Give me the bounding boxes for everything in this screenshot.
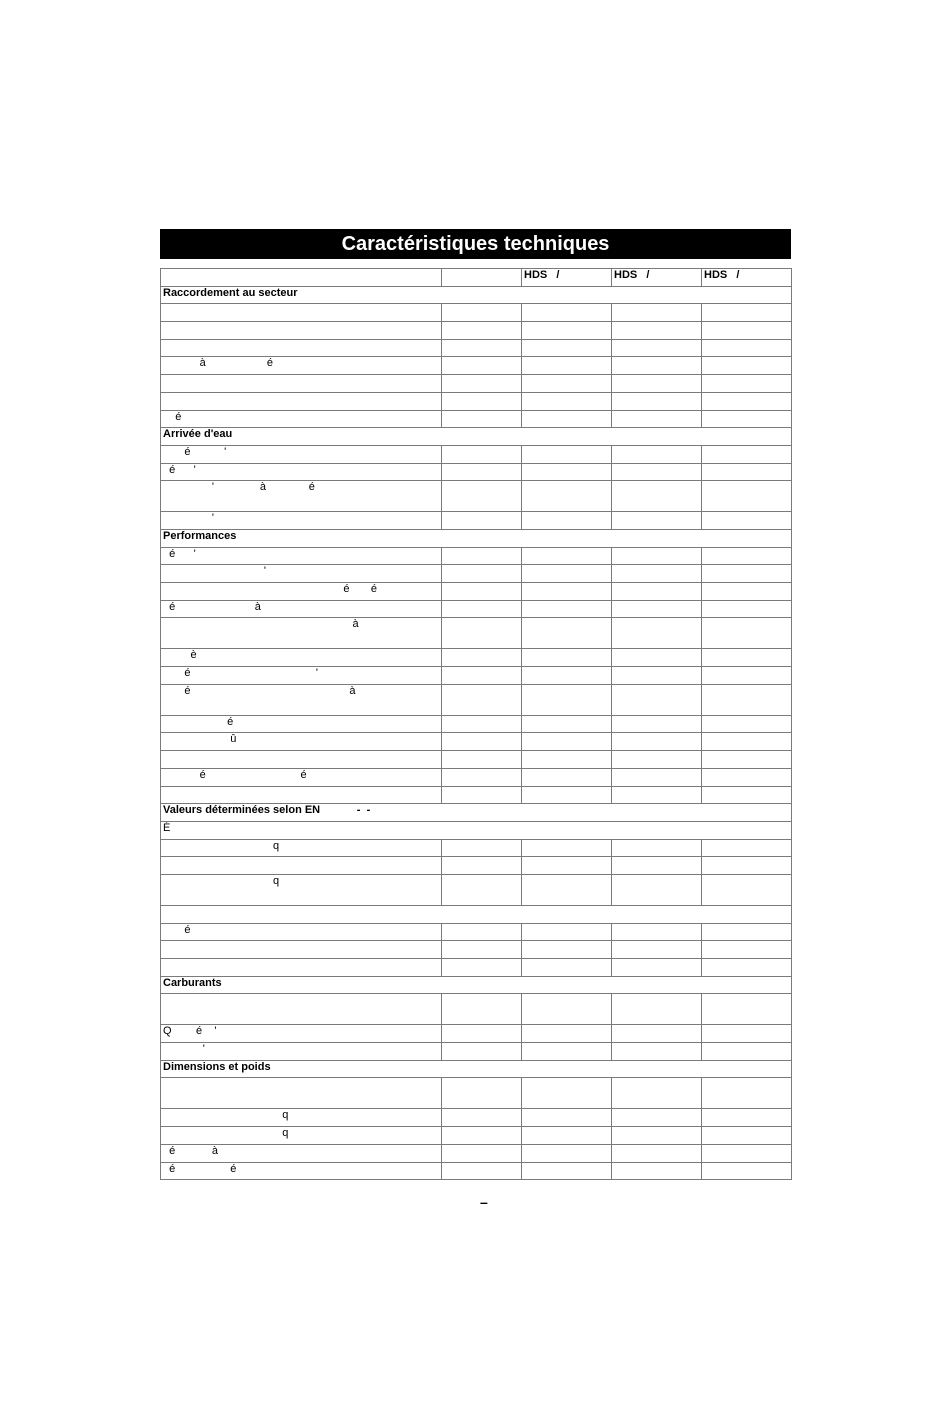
value-cell (522, 304, 612, 322)
table-row (161, 410, 792, 428)
value-cell (522, 339, 612, 357)
row-label (161, 1078, 442, 1109)
value-cell (442, 649, 522, 667)
value-cell (442, 1162, 522, 1180)
value-cell (702, 874, 792, 905)
table-row (161, 375, 792, 393)
value-cell (522, 392, 612, 410)
column-header (442, 269, 522, 287)
table-row (161, 583, 792, 601)
value-cell (442, 481, 522, 512)
value-cell (442, 410, 522, 428)
column-header: HDS / (702, 269, 792, 287)
section-label: Arrivée d'eau (161, 428, 792, 446)
spec-table (160, 268, 792, 1180)
value-cell (522, 959, 612, 977)
value-cell (522, 463, 612, 481)
row-label: è (161, 649, 442, 667)
value-cell (522, 375, 612, 393)
value-cell (442, 1078, 522, 1109)
table-row (161, 1078, 792, 1109)
value-cell (522, 684, 612, 715)
value-cell (522, 649, 612, 667)
table-row (161, 839, 792, 857)
row-label: é (161, 923, 442, 941)
row-label: q (161, 839, 442, 857)
value-cell (612, 667, 702, 685)
value-cell (702, 547, 792, 565)
value-cell (442, 1127, 522, 1145)
table-row (161, 1127, 792, 1145)
value-cell (702, 1144, 792, 1162)
row-label (161, 322, 442, 340)
table-row (161, 565, 792, 583)
value-cell (522, 1078, 612, 1109)
value-cell (612, 649, 702, 667)
value-cell (612, 959, 702, 977)
value-cell (702, 941, 792, 959)
value-cell (612, 1025, 702, 1043)
row-label (161, 786, 442, 804)
value-cell (702, 463, 792, 481)
value-cell (612, 839, 702, 857)
value-cell (522, 857, 612, 875)
value-cell (702, 512, 792, 530)
value-cell (522, 618, 612, 649)
table-row (161, 392, 792, 410)
table-row (161, 1162, 792, 1180)
value-cell (702, 923, 792, 941)
value-cell (442, 941, 522, 959)
table-row (161, 445, 792, 463)
value-cell (442, 1144, 522, 1162)
value-cell (442, 786, 522, 804)
value-cell (522, 786, 612, 804)
value-cell (612, 322, 702, 340)
value-cell (702, 959, 792, 977)
value-cell (702, 1162, 792, 1180)
row-label: Q é ' (161, 1025, 442, 1043)
section-label (161, 905, 792, 923)
value-cell (702, 733, 792, 751)
value-cell (522, 357, 612, 375)
value-cell (522, 445, 612, 463)
value-cell (522, 1025, 612, 1043)
table-row (161, 923, 792, 941)
value-cell (612, 1109, 702, 1127)
row-label: û (161, 733, 442, 751)
value-cell (522, 583, 612, 601)
value-cell (522, 1109, 612, 1127)
value-cell (442, 583, 522, 601)
table-row (161, 512, 792, 530)
section-header-row (161, 529, 792, 547)
table-row (161, 768, 792, 786)
table-row (161, 786, 792, 804)
section-header-row (161, 905, 792, 923)
section-header-row (161, 428, 792, 446)
row-label: à (161, 618, 442, 649)
table-row (161, 600, 792, 618)
value-cell (442, 715, 522, 733)
value-cell (612, 600, 702, 618)
value-cell (612, 1144, 702, 1162)
value-cell (612, 392, 702, 410)
table-row (161, 547, 792, 565)
row-label (161, 339, 442, 357)
value-cell (702, 375, 792, 393)
value-cell (702, 392, 792, 410)
column-header: HDS / (612, 269, 702, 287)
value-cell (522, 512, 612, 530)
row-label: é (161, 410, 442, 428)
value-cell (442, 322, 522, 340)
value-cell (612, 941, 702, 959)
value-cell (442, 1109, 522, 1127)
value-cell (522, 874, 612, 905)
table-row (161, 959, 792, 977)
section-label: Raccordement au secteur (161, 286, 792, 304)
table-row (161, 1043, 792, 1061)
table-row (161, 667, 792, 685)
value-cell (442, 684, 522, 715)
row-label: é à (161, 600, 442, 618)
value-cell (442, 1025, 522, 1043)
value-cell (442, 512, 522, 530)
table-header-row (161, 269, 792, 287)
value-cell (442, 463, 522, 481)
row-label (161, 941, 442, 959)
value-cell (612, 304, 702, 322)
section-label: Performances (161, 529, 792, 547)
value-cell (522, 994, 612, 1025)
value-cell (442, 857, 522, 875)
value-cell (522, 1043, 612, 1061)
value-cell (442, 733, 522, 751)
section-label: Dimensions et poids (161, 1060, 792, 1078)
value-cell (442, 339, 522, 357)
value-cell (702, 445, 792, 463)
value-cell (702, 649, 792, 667)
table-row (161, 715, 792, 733)
value-cell (612, 1078, 702, 1109)
section-label: Carburants (161, 976, 792, 994)
value-cell (702, 410, 792, 428)
section-header-row (161, 804, 792, 822)
row-label: é ' (161, 463, 442, 481)
value-cell (522, 565, 612, 583)
table-row (161, 463, 792, 481)
table-row (161, 1025, 792, 1043)
value-cell (612, 857, 702, 875)
table-row (161, 994, 792, 1025)
table-row (161, 733, 792, 751)
table-row (161, 322, 792, 340)
value-cell (612, 565, 702, 583)
row-label: é é (161, 768, 442, 786)
value-cell (612, 481, 702, 512)
value-cell (702, 583, 792, 601)
value-cell (612, 547, 702, 565)
value-cell (442, 375, 522, 393)
value-cell (612, 684, 702, 715)
value-cell (702, 994, 792, 1025)
row-label (161, 857, 442, 875)
value-cell (702, 667, 792, 685)
row-label: é é (161, 583, 442, 601)
table-row (161, 1144, 792, 1162)
value-cell (702, 751, 792, 769)
value-cell (442, 768, 522, 786)
row-label (161, 959, 442, 977)
value-cell (702, 481, 792, 512)
value-cell (612, 1043, 702, 1061)
value-cell (522, 410, 612, 428)
page-number: – (480, 1194, 488, 1210)
row-label: q (161, 1127, 442, 1145)
row-label: ' (161, 1043, 442, 1061)
value-cell (522, 1144, 612, 1162)
value-cell (612, 1162, 702, 1180)
row-label: é (161, 715, 442, 733)
value-cell (702, 357, 792, 375)
section-label: Valeurs déterminées selon EN - - (161, 804, 792, 822)
value-cell (522, 733, 612, 751)
column-header (161, 269, 442, 287)
value-cell (612, 463, 702, 481)
value-cell (612, 512, 702, 530)
value-cell (442, 1043, 522, 1061)
value-cell (612, 923, 702, 941)
table-row (161, 941, 792, 959)
value-cell (702, 768, 792, 786)
value-cell (522, 481, 612, 512)
value-cell (702, 322, 792, 340)
value-cell (702, 304, 792, 322)
value-cell (442, 959, 522, 977)
value-cell (702, 1025, 792, 1043)
table-row (161, 618, 792, 649)
value-cell (522, 768, 612, 786)
value-cell (702, 565, 792, 583)
value-cell (612, 786, 702, 804)
value-cell (702, 1078, 792, 1109)
value-cell (702, 684, 792, 715)
value-cell (522, 941, 612, 959)
value-cell (522, 547, 612, 565)
row-label: ' (161, 565, 442, 583)
value-cell (702, 1109, 792, 1127)
value-cell (612, 410, 702, 428)
row-label (161, 375, 442, 393)
section-header-row (161, 286, 792, 304)
table-row (161, 357, 792, 375)
row-label: é ' (161, 445, 442, 463)
value-cell (442, 304, 522, 322)
value-cell (612, 751, 702, 769)
table-row (161, 874, 792, 905)
value-cell (612, 583, 702, 601)
value-cell (702, 1127, 792, 1145)
value-cell (442, 923, 522, 941)
value-cell (612, 375, 702, 393)
row-label: é ' (161, 547, 442, 565)
section-label: É (161, 821, 792, 839)
column-header: HDS / (522, 269, 612, 287)
value-cell (522, 1127, 612, 1145)
row-label: q (161, 874, 442, 905)
value-cell (702, 339, 792, 357)
row-label: é ' (161, 667, 442, 685)
row-label (161, 751, 442, 769)
row-label (161, 304, 442, 322)
table-row (161, 751, 792, 769)
value-cell (522, 751, 612, 769)
table-row (161, 857, 792, 875)
value-cell (442, 874, 522, 905)
value-cell (522, 322, 612, 340)
value-cell (702, 839, 792, 857)
value-cell (702, 786, 792, 804)
value-cell (442, 392, 522, 410)
value-cell (612, 445, 702, 463)
value-cell (612, 357, 702, 375)
value-cell (442, 751, 522, 769)
row-label: ' (161, 512, 442, 530)
row-label: é à (161, 684, 442, 715)
row-label: à é (161, 357, 442, 375)
page-title: Caractéristiques techniques (160, 229, 791, 259)
value-cell (612, 618, 702, 649)
value-cell (612, 1127, 702, 1145)
section-header-row (161, 976, 792, 994)
row-label: é é (161, 1162, 442, 1180)
value-cell (702, 715, 792, 733)
row-label: é à (161, 1144, 442, 1162)
row-label (161, 994, 442, 1025)
value-cell (522, 1162, 612, 1180)
value-cell (442, 547, 522, 565)
value-cell (442, 839, 522, 857)
value-cell (442, 445, 522, 463)
value-cell (442, 565, 522, 583)
value-cell (702, 857, 792, 875)
value-cell (612, 768, 702, 786)
value-cell (702, 600, 792, 618)
table-row (161, 304, 792, 322)
value-cell (612, 994, 702, 1025)
value-cell (702, 1043, 792, 1061)
value-cell (702, 618, 792, 649)
section-header-row (161, 821, 792, 839)
value-cell (522, 923, 612, 941)
value-cell (612, 715, 702, 733)
value-cell (442, 618, 522, 649)
row-label: q (161, 1109, 442, 1127)
value-cell (442, 357, 522, 375)
section-header-row (161, 1060, 792, 1078)
value-cell (442, 600, 522, 618)
value-cell (522, 839, 612, 857)
table-row (161, 1109, 792, 1127)
value-cell (442, 667, 522, 685)
table-row (161, 339, 792, 357)
row-label: ' à é (161, 481, 442, 512)
value-cell (442, 994, 522, 1025)
value-cell (522, 600, 612, 618)
row-label (161, 392, 442, 410)
table-row (161, 649, 792, 667)
value-cell (522, 667, 612, 685)
table-row (161, 481, 792, 512)
value-cell (612, 874, 702, 905)
value-cell (612, 733, 702, 751)
value-cell (612, 339, 702, 357)
value-cell (522, 715, 612, 733)
table-row (161, 684, 792, 715)
